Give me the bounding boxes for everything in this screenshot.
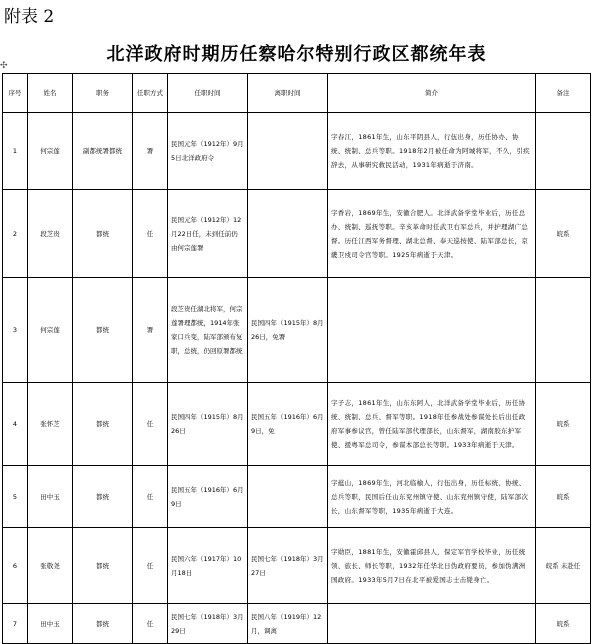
cell-intro: 字香岩，1869年生，安徽合肥人。北洋武备学堂毕业后，历任总办、统制、巡抚等职。辛亥革命时任武卫右军总兵，并护理湖广总督。历任江西军务督理、湖北总督、奉天巡按使、陆军部总长，京畿卫戍司令官等职。1925年病逝于天津。 xyxy=(328,190,536,278)
table-header-row xyxy=(3,74,591,113)
cell-remarks xyxy=(536,113,591,190)
cell-position: 副都统署都统 xyxy=(73,113,133,190)
cell-method: 任 xyxy=(133,190,168,278)
cell-leave: 民国五年（1916年）6月9日，免 xyxy=(248,383,328,466)
header-remarks: 备注 xyxy=(536,74,591,113)
cell-position: 都统 xyxy=(73,466,133,528)
table-row xyxy=(3,466,591,528)
cell-intro: 字子志，1861年生，山东东阿人，北洋武备学堂毕业后，历任协统、统制、总兵、督军等职。1918年任参战处参谋处长后出任政府军事参议官，曾任陆军部代理部长，山东督军，湖南胶东护军使、援粤军总司令，参谋本部总长等职。1933年病逝于天津。 xyxy=(328,383,536,466)
cell-leave: 民国四年（1915年）8月26日，免署 xyxy=(248,278,328,383)
appendix-label: 附表 2 xyxy=(4,7,55,27)
cell-remarks xyxy=(536,278,591,383)
cell-no: 7 xyxy=(3,604,28,644)
cell-method: 任 xyxy=(133,604,168,644)
cell-name: 何宗莲 xyxy=(28,278,73,383)
cell-position: 都统 xyxy=(73,604,133,644)
header-name: 姓名 xyxy=(28,74,73,113)
cell-name: 张怀芝 xyxy=(28,383,73,466)
header-leave: 离职时间 xyxy=(248,74,328,113)
cell-remarks: 皖系 xyxy=(536,190,591,278)
cell-name: 田中玉 xyxy=(28,466,73,528)
cell-position: 都统 xyxy=(73,383,133,466)
table-move-handle-icon[interactable]: ✣ xyxy=(0,61,8,71)
cell-intro: 字蕴山，1869年生，河北临榆人，行伍出身，历任标统、协统、总兵等职，民国后任山东兖州镇守使、山东兖州镇守使，陆军部次长，山东督军等职，1935年病逝于大连。 xyxy=(328,466,536,528)
header-no: 序号 xyxy=(3,74,28,113)
cell-method: 署 xyxy=(133,278,168,383)
page-title: 北洋政府时期历任察哈尔特别行政区都统年表 xyxy=(106,44,487,65)
cell-position: 都统 xyxy=(73,528,133,604)
cell-leave: 民国八年（1919年）12月，调离 xyxy=(248,604,328,644)
cell-method: 任 xyxy=(133,466,168,528)
cell-remarks: 皖系 xyxy=(536,604,591,644)
cell-start: 民国七年（1918年）3月29日 xyxy=(168,604,248,644)
cell-leave: 民国七年（1918年）3月27日 xyxy=(248,528,328,604)
cell-method: 署 xyxy=(133,113,168,190)
cell-name: 何宗莲 xyxy=(28,113,73,190)
cell-intro: 字勋臣，1881年生，安徽霍邱县人，保定军官学校毕业，历任统领、旅长、师长等职，1932年任华北日伪政府要员，参加伪满洲国政府。1933年5月7日在北平被爱国志士击毙身亡。 xyxy=(328,528,536,604)
cell-no: 6 xyxy=(3,528,28,604)
cell-name: 张敬尧 xyxy=(28,528,73,604)
cell-method: 任 xyxy=(133,528,168,604)
cell-start: 民国元年（1912年）12月22日任，未到任前仍由何宗莲署 xyxy=(168,190,248,278)
table-row xyxy=(3,190,591,278)
cell-leave xyxy=(248,190,328,278)
cell-no: 4 xyxy=(3,383,28,466)
cell-remarks: 皖系 xyxy=(536,383,591,466)
governor-roster-table xyxy=(2,73,591,644)
cell-no: 2 xyxy=(3,190,28,278)
cell-no: 5 xyxy=(3,466,28,528)
cell-leave xyxy=(248,466,328,528)
cell-no: 3 xyxy=(3,278,28,383)
table-row xyxy=(3,278,591,383)
cell-intro: 字春江，1861年生，山东平阴县人，行伍出身，历任协办、协统、统制、总兵等职。1918年2月被任命为阿城将军，不久，引疾辞去，从事研究救民活动，1931年病逝于济南。 xyxy=(328,113,536,190)
cell-leave xyxy=(248,113,328,190)
table-row xyxy=(3,383,591,466)
cell-name: 田中玉 xyxy=(28,604,73,644)
cell-remarks: 皖系 xyxy=(536,466,591,528)
cell-remarks: 皖系 未赴任 xyxy=(536,528,591,604)
cell-position: 都统 xyxy=(73,278,133,383)
cell-method: 任 xyxy=(133,383,168,466)
cell-intro xyxy=(328,604,536,644)
header-method: 任职方式 xyxy=(133,74,168,113)
header-intro: 简介 xyxy=(328,74,536,113)
cell-start: 民国四年（1915年）8月26日 xyxy=(168,383,248,466)
cell-start: 民国元年（1912年）9月5日北洋政府令 xyxy=(168,113,248,190)
header-position: 职务 xyxy=(73,74,133,113)
cell-start: 段芝贵任湖北将军，何宗莲署理都统，1914年张家口兵变，陆军部颁布复职，总统，仍回原署都统 xyxy=(168,278,248,383)
cell-position: 都统 xyxy=(73,190,133,278)
header-start: 任职时间 xyxy=(168,74,248,113)
table-row xyxy=(3,528,591,604)
cell-name: 段芝贵 xyxy=(28,190,73,278)
table-row xyxy=(3,113,591,190)
cell-start: 民国五年（1916年）6月9日 xyxy=(168,466,248,528)
cell-start: 民国六年（1917年）10月18日 xyxy=(168,528,248,604)
table-row xyxy=(3,604,591,644)
cell-no: 1 xyxy=(3,113,28,190)
cell-intro xyxy=(328,278,536,383)
